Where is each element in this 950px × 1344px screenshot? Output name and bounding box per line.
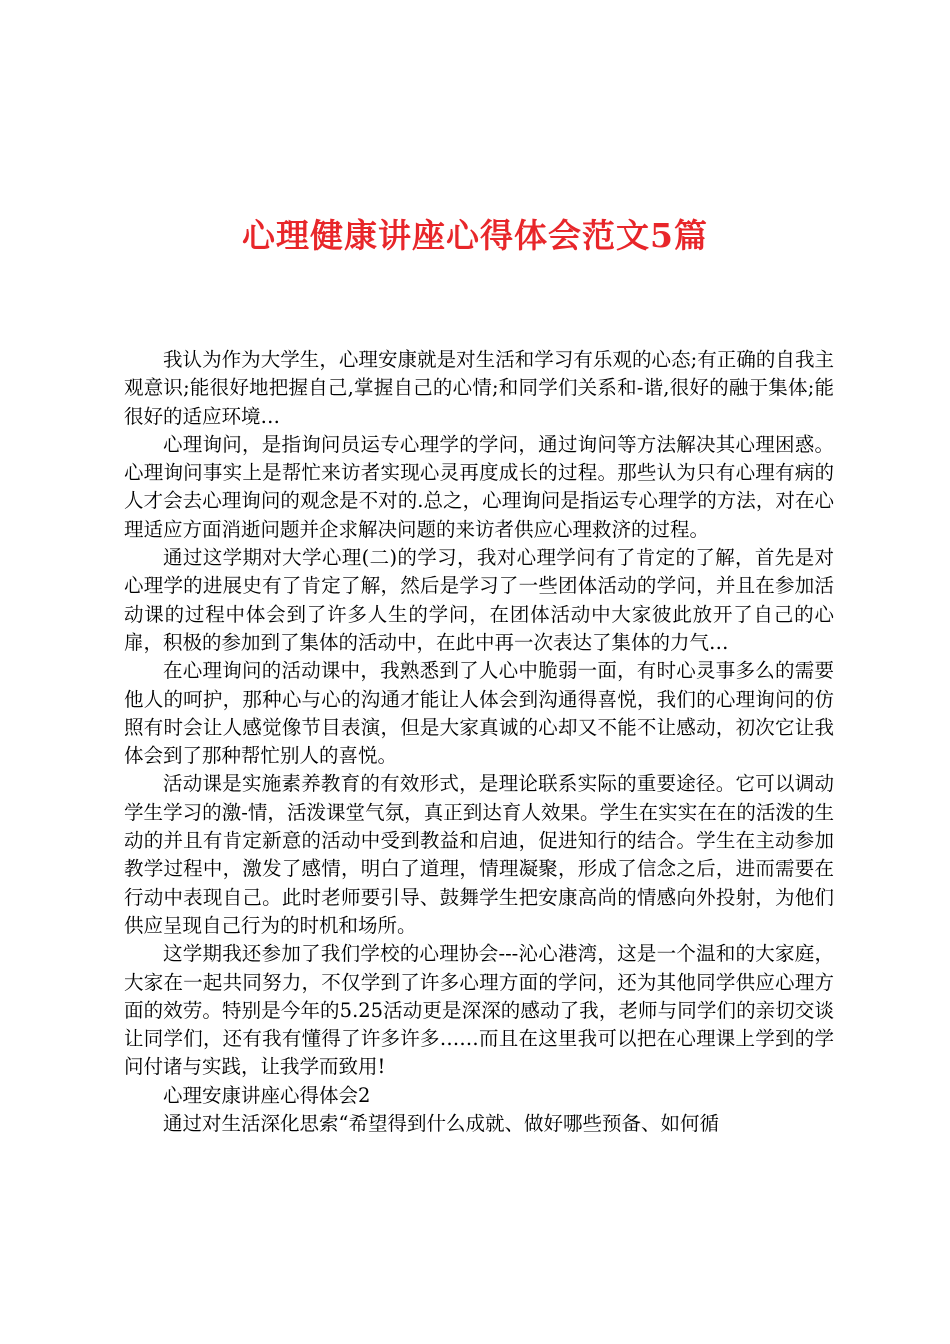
paragraph-4: 在心理询问的活动课中，我熟悉到了人心中脆弱一面，有时心灵事多么的需要他人的呵护，那种心与心的沟通才能让人体会到沟通得喜悦，我们的心理询问的仿照有时会让人感觉像节目表演，但是大家真诚的心却又不能不让感动，初次它让我体会到了那种帮忙别人的喜悦。 (124, 659, 834, 768)
paragraph-1: 我认为作为大学生，心理安康就是对生活和学习有乐观的心态;有正确的自我主观意识;能很好地把握自己,掌握自己的心情;和同学们关系和-谐,很好的融于集体;能很好的适应环境… (124, 348, 834, 428)
paragraph-5: 活动课是实施素养教育的有效形式，是理论联系实际的重要途径。它可以调动学生学习的激-情，活泼课堂气氛，真正到达育人效果。学生在实实在在的活泼的生动的并且有肯定新意的活动中受到教益和启迪，促进知行的结合。学生在主动参加教学过程中，激发了感情，明白了道理，情理凝聚，形成了信念之后，进而需要在行动中表现自己。此时老师要引导、鼓舞学生把安康高尚的情感向外投射，为他们供应呈现自己行为的时机和场所。 (124, 772, 834, 937)
paragraph-3: 通过这学期对大学心理(二)的学习，我对心理学问有了肯定的了解，首先是对心理学的进展史有了肯定了解，然后是学习了一些团体活动的学问，并且在参加活动课的过程中体会到了许多人生的学问，在团体活动中大家彼此放开了自己的心扉，积极的参加到了集体的活动中，在此中再一次表达了集体的力气… (124, 546, 834, 654)
paragraph-7: 通过对生活深化思索“希望得到什么成就、做好哪些预备、如何循 (163, 1112, 719, 1136)
paragraph-6: 这学期我还参加了我们学校的心理协会---沁心港湾，这是一个温和的大家庭，大家在一起共同努力，不仅学到了许多心理方面的学问，还为其他同学供应心理方面的效劳。特别是今年的5.25活动更是深深的感动了我，老师与同学们的亲切交谈让同学们，还有我有懂得了许多许多……而且在这里我可以把在心理课上学到的学问付诸与实践，让我学而致用! (124, 942, 834, 1079)
document-body (124, 346, 834, 1138)
section-heading-2: 心理安康讲座心得体会2 (163, 1083, 371, 1107)
document-title: 心理健康讲座心得体会范文5篇 (242, 216, 708, 255)
paragraph-2: 心理询问，是指询问员运专心理学的学问，通过询问等方法解决其心理困惑。心理询问事实上是帮忙来访者实现心灵再度成长的过程。那些认为只有心理有病的人才会去心理询问的观念是不对的.总之，心理询问是指运专心理学的方法，对在心理适应方面消逝问题并企求解决问题的来访者供应心理救济的过程。 (124, 432, 834, 541)
